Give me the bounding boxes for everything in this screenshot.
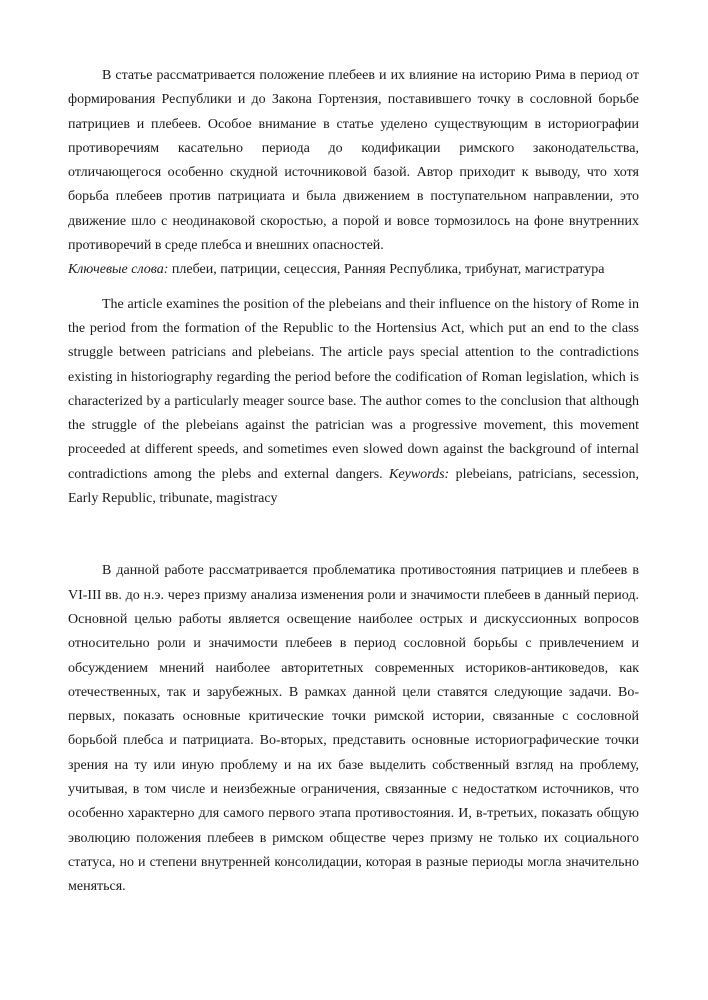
keywords-russian-label: Ключевые слова: xyxy=(68,262,169,278)
keywords-english-list: plebeians, patricians, secession, Early Republic, tribunate, magistracy xyxy=(68,466,639,507)
abstract-english-text: The article examines the position of the plebeians and their influence on the history of Rome in the period from the formation of the Republic to the Hortensius Act, which put an end to the class struggle between patricians and plebeians. The article pays special attention to the contradictions existing in historiography regarding the period before the codification of Roman legislation, which is characterized by a particularly meager source base. The author comes to the conclusion that although the struggle of the plebeians against the patrician was a progressive movement, this movement proceeded at different speeds, and sometimes even slowed down against the background of internal contradictions among the plebs and external dangers. xyxy=(68,296,639,482)
abstract-english xyxy=(68,293,639,512)
abstract-russian-text: В статье рассматривается положение плебеев и их влияние на историю Рима в период от формирования Республики и до Закона Гортензия, поставившего точку в сословной борьбе патрициев и плебеев. Особое внимание в статье уделено существующим в историографии противоречиям касательно периода до кодификации римского законодательства, отличающегося особенно скудной источниковой базой. Автор приходит к выводу, что хотя борьба плебеев против патрициата и была движением в поступательном направлении, это движение шло с неодинаковой скоростью, а порой и вовсе тормозилось на фоне внутренних противоречий в среде плебса и внешних опасностей. xyxy=(68,68,639,254)
keywords-russian xyxy=(68,258,639,282)
keywords-russian-list: плебеи, патриции, сецессия, Ранняя Республика, трибунат, магистратура xyxy=(168,262,605,278)
abstract-russian xyxy=(68,64,639,283)
document-page xyxy=(68,64,639,900)
body-paragraph: В данной работе рассматривается проблематика противостояния патрициев и плебеев в VI-III вв. до н.э. через призму анализа изменения роли и значимости плебеев в данный период. Основной целью работы является освещение наиболее острых и дискуссионных вопросов относительно роли и значимости плебеев в период сословной борьбы с привлечением и обсуждением мнений наиболее авторитетных современных историков-антиковедов, как отечественных, так и зарубежных. В рамках данной цели ставятся следующие задачи. Во-первых, показать основные критические точки римской истории, связанные с сословной борьбой плебса и патрициата. Во-вторых, представить основные историографические точки зрения на ту или иную проблему и на их базе выделить собственный взгляд на проблему, учитывая, в том числе и неизбежные ограничения, связанные с недостатком источников, что особенно характерно для самого первого этапа противостояния. И, в-третьих, показать общую эволюцию положения плебеев в римском обществе через призму не только их социального статуса, но и степени внутренней консолидации, которая в разные периоды могла значительно меняться. xyxy=(68,563,639,895)
keywords-english-label: Keywords: xyxy=(389,466,450,482)
